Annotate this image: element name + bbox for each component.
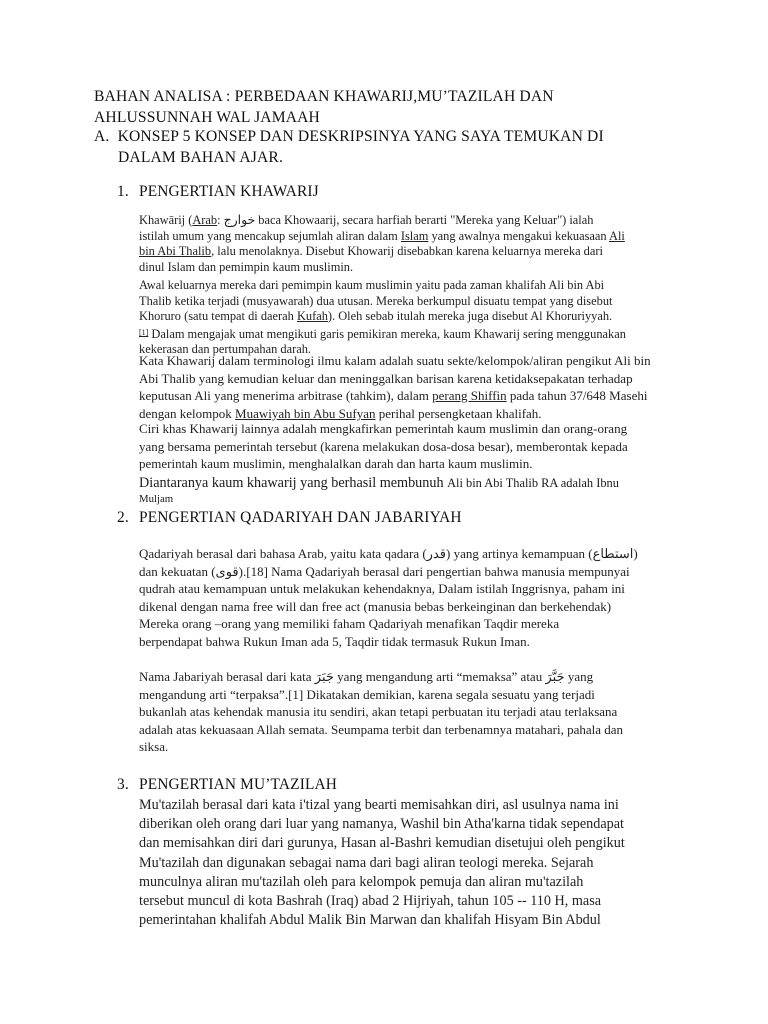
khawarij-paragraph-3: Kata Khawarij dalam terminologi ilmu kalam adalah suatu sekte/kelompok/aliran pengikut Ali bin Abi Thalib yang kemudian keluar dan meninggalkan barisan karena ketidaksepakatan terhadap keputusan Ali yang menerima arbitrase (tahkim), dalam perang Shiffin pada tahun 37/648 Masehi dengan kelompok Muawiyah bin Abu Sufyan perihal persengketaan khalifah. [139, 353, 651, 421]
kufah-link[interactable]: Kufah [296, 309, 328, 324]
khawarij-paragraph-2: Awal keluarnya mereka dari pemimpin kaum muslimin yaitu pada zaman khalifah Ali bin Abi Thalib ketika terjadi (musyawarah) dua utusan. Mereka berkumpul disuatu tempat yang disebut Khoruro (satu tempat di daerah Kufah). Oleh sebab itulah mereka juga disebut Al Khoruriyyah. [1] Dalam mengajak umat mengikuti garis pemikiran mereka, kaum Khawarij sering menggunakan kekerasan dan pertumpahan darah. [139, 278, 626, 357]
footnote-ref-1[interactable]: [1] [139, 327, 149, 337]
muawiyah-link[interactable]: Muawiyah bin Abu Sufyan [235, 405, 376, 421]
islam-link[interactable]: Islam [400, 228, 429, 243]
section-a-line-2: DALAM BAHAN AJAR. [118, 149, 283, 166]
section-1-number: 1. [117, 183, 129, 200]
ali-link[interactable]: Ali [609, 228, 625, 243]
khawarij-paragraph-4: Ciri khas Khawarij lainnya adalah mengkafirkan pemerintah kaum muslimin dan orang-orang yang bersama pemerintah tersebut (karena melakukan dosa-dosa besar), memberontak kepada pemerintah kaum muslimin, menghalalkan darah dan harta kaum muslimin. [139, 421, 628, 472]
section-3-title: PENGERTIAN MU’TAZILAH [139, 776, 338, 793]
perang-shiffin-link[interactable]: perang Shiffin [432, 388, 507, 404]
khawarij-paragraph-5: Diantaranya kaum khawarij yang berhasil membunuh Ali bin Abi Thalib RA adalah Ibnu Muljam [139, 475, 619, 505]
section-1-heading [117, 182, 319, 202]
section-3-number: 3. [117, 776, 129, 793]
section-a-marker: A. [94, 128, 110, 145]
ali-bin-abi-thalib-link[interactable]: bin Abi Thalib [139, 244, 212, 259]
qadariyah-paragraph: Qadariyah berasal dari bahasa Arab, yaitu kata qadara (قدر) yang artinya kemampuan (استطاع) dan kekuatan (قوى).[18] Nama Qadariyah berasal dari pengertian bahwa manusia mempunyai qudrah atau kemampuan untuk melakukan kehendaknya, Dalam istilah Inggrisnya, paham ini dikenal dengan nama free will dan free act (manusia bebas berkeinginan dan berkehendak) Mereka orang –orang yang memiliki faham Qadariyah menafikan Taqdir mereka berpendapat bahwa Rukun Iman ada 5, Taqdir tidak termasuk Rukun Iman. [139, 546, 638, 649]
document-title [94, 86, 734, 128]
document-title-line-1: BAHAN ANALISA : PERBEDAAN KHAWARIJ,MU’TAZILAH DAN [94, 88, 554, 105]
section-3-heading [117, 775, 337, 795]
arab-link[interactable]: Arab [192, 213, 218, 227]
section-2-title: PENGERTIAN QADARIYAH DAN JABARIYAH [139, 509, 462, 526]
document-title-line-2: AHLUSSUNNAH WAL JAMAAH [94, 109, 320, 126]
section-a-heading [94, 126, 734, 168]
mutazilah-paragraph: Mu'tazilah berasal dari kata i'tizal yang bearti memisahkan diri, asl usulnya nama ini diberikan oleh orang dari luar yang namanya, Washil bin Atha'karna tidak sependapat dan memisahkan diri dari gurunya, Hasan al-Bashri kemudian disetujui oleh pengikut Mu'tazilah dan digunakan sebagai nama dari bagi aliran teologi mereka. Sejarah munculnya aliran mu'tazilah oleh para kelompok pemuja dan aliran mu'tazilah tersebut muncul di kota Bashrah (Iraq) abad 2 Hijriyah, tahun 105 -- 110 H, masa pemerintahan khalifah Abdul Malik Bin Marwan dan khalifah Hisyam Bin Abdul [139, 797, 625, 929]
section-a-line-1: KONSEP 5 KONSEP DAN DESKRIPSINYA YANG SAYA TEMUKAN DI [117, 128, 604, 145]
section-2-number: 2. [117, 509, 129, 526]
khawarij-paragraph-1: Khawārij (Arab: خوارج baca Khowaarij, secara harfiah berarti "Mereka yang Keluar") ialah istilah umum yang mencakup sejumlah aliran dalam Islam yang awalnya mengakui kekuasaan Ali bin Abi Thalib, lalu menolaknya. Disebut Khowarij disebabkan karena keluarnya mereka dari dinul Islam dan pemimpin kaum muslimin. [139, 213, 625, 274]
jabariyah-paragraph: Nama Jabariyah berasal dari kata جَبَرَ yang mengandung arti “memaksa” atau جَبَّرَ yang mengandung arti “terpaksa”.[1] Dikatakan demikian, karena segala sesuatu yang terjadi bukanlah atas kehendak manusia itu sendiri, akan tetapi perbuatan itu terjadi atau terlaksana adalah atas kekuasaan Allah semata. Seumpama terbit dan terbenamnya matahari, pahala dan siksa. [139, 669, 624, 755]
section-1-title: PENGERTIAN KHAWARIJ [139, 183, 319, 200]
section-2-heading [117, 508, 462, 528]
